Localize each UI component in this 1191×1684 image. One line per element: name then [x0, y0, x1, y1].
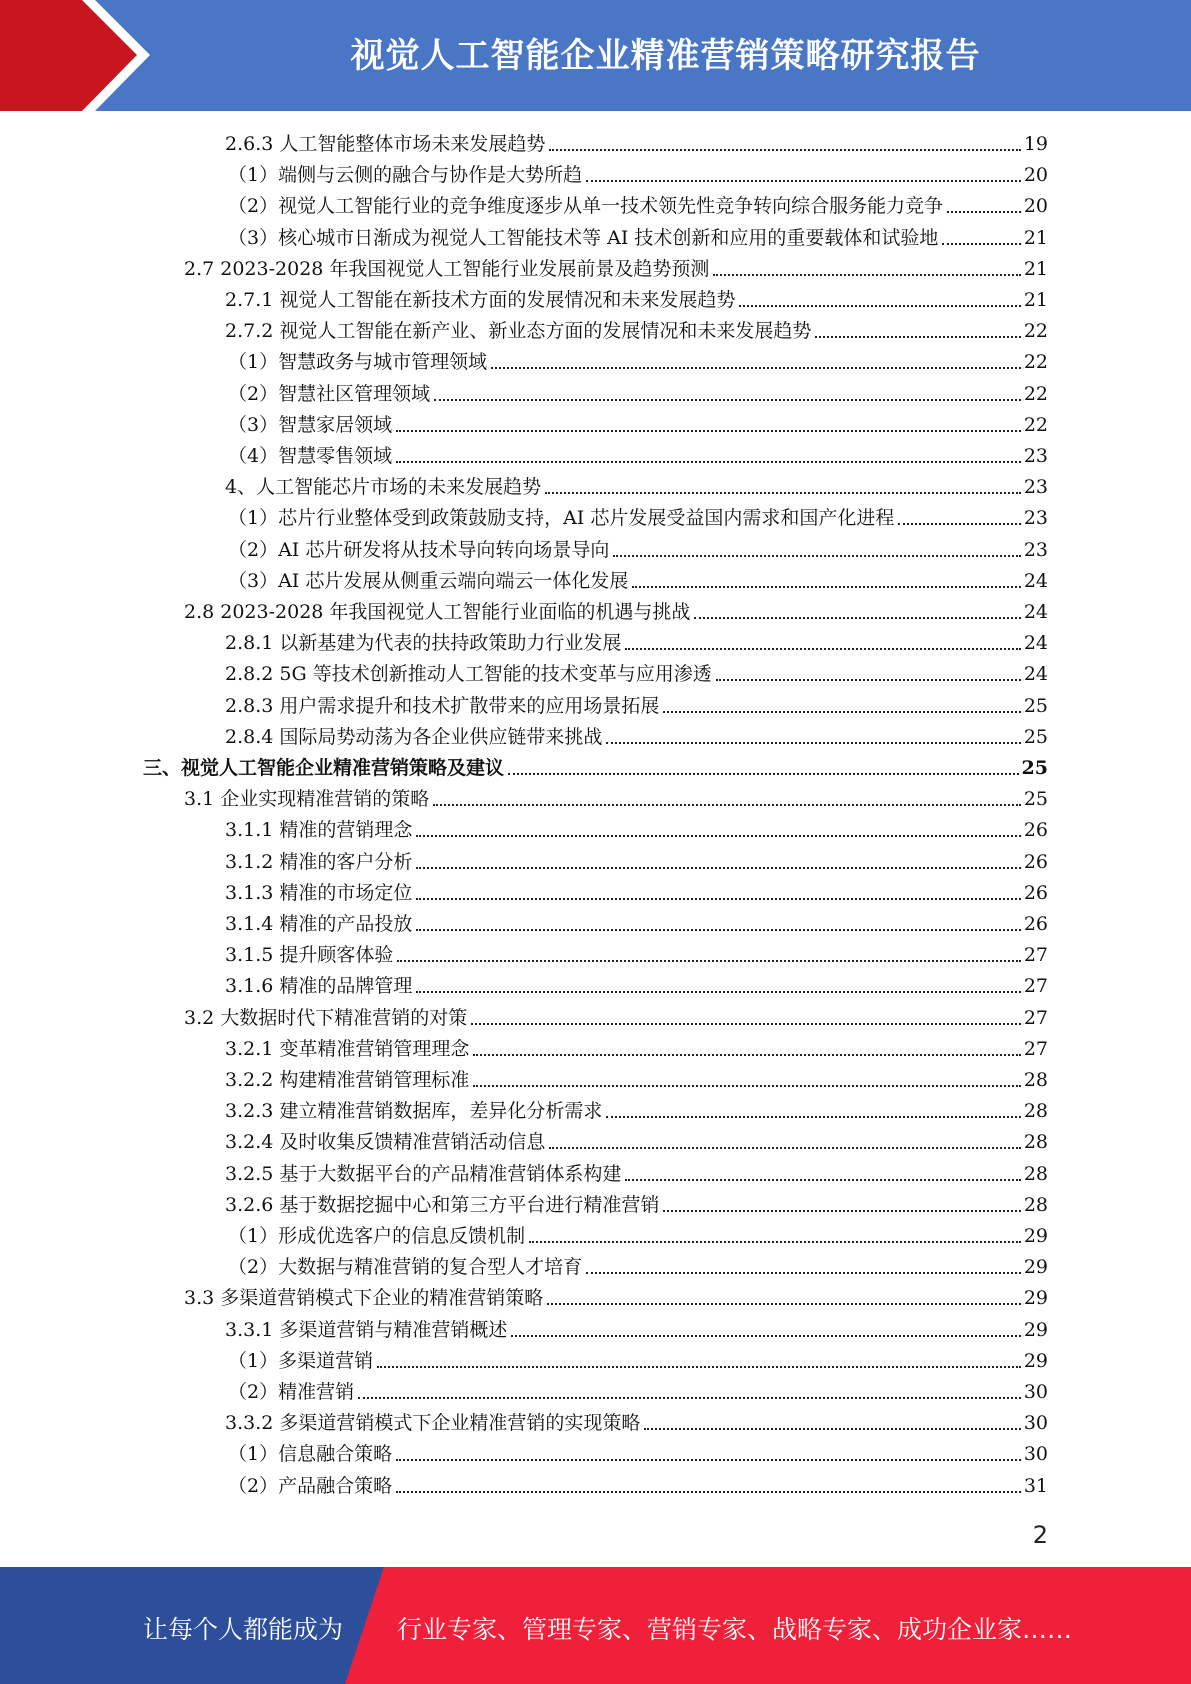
toc-entry-page: 29: [1023, 1256, 1048, 1279]
toc-dot-leader: [586, 180, 1021, 182]
toc-entry-page: 25: [1023, 788, 1048, 811]
toc-entry-page: 28: [1023, 1100, 1048, 1123]
toc-entry-label: 2.8 2023-2028 年我国视觉人工智能行业面临的机遇与挑战: [184, 601, 691, 623]
toc-entry-label: 3.2.3 建立精准营销数据库，差异化分析需求: [225, 1100, 603, 1123]
toc-dot-leader: [625, 1179, 1020, 1181]
toc-entry-label: 2.8.1 以新基建为代表的扶持政策助力行业发展: [225, 632, 622, 655]
toc-dot-leader: [396, 1491, 1021, 1493]
toc-dot-leader: [545, 492, 1021, 494]
toc-entry[interactable]: [228, 1436, 1048, 1467]
toc-entry[interactable]: [228, 438, 1048, 469]
toc-entry-label: （1）形成优选客户的信息反馈机制: [228, 1225, 526, 1247]
toc-entry[interactable]: [225, 625, 1048, 656]
toc-entry-page: 25: [1023, 694, 1048, 717]
page-number: 2: [1032, 1521, 1048, 1549]
toc-dot-leader: [433, 804, 1021, 806]
toc-entry-label: 3.3 多渠道营销模式下企业的精准营销策略: [184, 1287, 544, 1310]
toc-entry[interactable]: [228, 376, 1048, 407]
toc-entry-label: 2.6.3 人工智能整体市场未来发展趋势: [225, 133, 546, 155]
toc-entry[interactable]: [228, 500, 1048, 531]
toc-dot-leader: [416, 898, 1020, 900]
toc-entry-label: （2）视觉人工智能行业的竞争维度逐步从单一技术领先性竞争转向综合服务能力竞争: [228, 195, 944, 218]
toc-entry[interactable]: [225, 1187, 1048, 1218]
toc-entry[interactable]: [225, 937, 1048, 968]
toc-entry-page: 29: [1023, 1349, 1048, 1372]
toc-entry[interactable]: [225, 1093, 1048, 1124]
toc-entry-label: （2）产品融合策略: [228, 1474, 393, 1497]
toc-entry-label: 3.1.5 提升顾客体验: [225, 944, 394, 967]
toc-entry-label: 3.1.3 精准的市场定位: [225, 881, 413, 904]
toc-dot-leader: [416, 867, 1020, 869]
toc-dot-leader: [529, 1241, 1021, 1243]
toc-dot-leader: [396, 1459, 1021, 1461]
toc-entry-page: 29: [1023, 1318, 1048, 1341]
toc-entry-page: 28: [1023, 1069, 1048, 1091]
toc-entry-page: 26: [1023, 913, 1048, 935]
toc-dot-leader: [947, 211, 1021, 213]
toc-entry-label: 三、视觉人工智能企业精准营销策略及建议: [143, 757, 505, 779]
toc-dot-leader: [549, 149, 1020, 151]
toc-dot-leader: [606, 1116, 1020, 1118]
toc-dot-leader: [547, 1303, 1021, 1305]
toc-entry[interactable]: [225, 844, 1048, 875]
toc-entry-label: （3）AI 芯片发展从侧重云端向端云一体化发展: [228, 569, 629, 592]
toc-entry[interactable]: [225, 688, 1048, 719]
toc-entry[interactable]: [228, 1249, 1048, 1280]
toc-entry-page: 28: [1023, 1162, 1048, 1185]
toc-dot-leader: [358, 1397, 1021, 1399]
toc-entry-page: 21: [1023, 226, 1048, 249]
toc-entry-page: 26: [1023, 850, 1048, 873]
toc-entry-label: （2）精准营销: [228, 1381, 355, 1403]
toc-dot-leader: [416, 929, 1020, 931]
toc-entry[interactable]: [184, 251, 1048, 282]
toc-entry-page: 23: [1023, 538, 1048, 561]
toc-entry-label: 2.8.4 国际局势动荡为各企业供应链带来挑战: [225, 725, 603, 748]
toc-dot-leader: [625, 648, 1020, 650]
toc-entry-page: 24: [1023, 632, 1048, 655]
toc-entry-page: 28: [1023, 1131, 1048, 1154]
toc-entry[interactable]: [225, 812, 1048, 843]
toc-entry-page: 26: [1023, 819, 1048, 842]
toc-entry-page: 29: [1023, 1287, 1048, 1310]
toc-entry[interactable]: [225, 313, 1048, 344]
toc-entry[interactable]: [228, 1343, 1048, 1374]
toc-entry-label: （1）端侧与云侧的融合与协作是大势所趋: [228, 164, 583, 187]
toc-entry-label: 2.7.2 视觉人工智能在新产业、新业态方面的发展情况和未来发展趋势: [225, 320, 812, 343]
toc-entry-label: （4）智慧零售领域: [228, 445, 393, 467]
toc-entry-label: （2）智慧社区管理领域: [228, 382, 431, 405]
toc-entry[interactable]: [143, 750, 1048, 781]
toc-entry[interactable]: [228, 1468, 1048, 1499]
toc-dot-leader: [713, 274, 1020, 276]
toc-entry-page: 20: [1023, 164, 1048, 187]
toc-entry[interactable]: [225, 906, 1048, 937]
toc-entry-page: 22: [1023, 320, 1048, 343]
toc-entry-label: （2）AI 芯片研发将从技术导向转向场景导向: [228, 538, 610, 561]
toc-entry[interactable]: [228, 532, 1048, 563]
toc-entry-page: 21: [1023, 289, 1048, 311]
toc-dot-leader: [473, 1085, 1020, 1087]
toc-dot-leader: [377, 1366, 1021, 1368]
toc-entry-page: 23: [1023, 445, 1048, 467]
toc-entry-label: 3.2.5 基于大数据平台的产品精准营销体系构建: [225, 1162, 622, 1185]
toc-dot-leader: [663, 1210, 1020, 1212]
toc-entry-label: 2.7 2023-2028 年我国视觉人工智能行业发展前景及趋势预测: [184, 257, 710, 280]
toc-entry-label: 3.2.6 基于数据挖掘中心和第三方平台进行精准营销: [225, 1193, 660, 1216]
toc-dot-leader: [434, 399, 1021, 401]
toc-entry-label: 3.3.2 多渠道营销模式下企业精准营销的实现策略: [225, 1412, 641, 1435]
toc-entry[interactable]: [225, 1124, 1048, 1155]
toc-entry[interactable]: [225, 656, 1048, 687]
toc-entry-label: 3.1.1 精准的营销理念: [225, 819, 413, 842]
toc-dot-leader: [471, 1023, 1021, 1025]
toc-dot-leader: [739, 305, 1020, 307]
toc-entry[interactable]: [225, 875, 1048, 906]
toc-entry-label: 3.2 大数据时代下精准营销的对策: [184, 1006, 468, 1029]
toc-dot-leader: [416, 991, 1020, 993]
toc-dot-leader: [473, 1054, 1020, 1056]
toc-entry-page: 22: [1023, 413, 1048, 436]
toc-entry-label: （3）核心城市日渐成为视觉人工智能技术等 AI 技术创新和应用的重要载体和试验地: [228, 226, 939, 249]
toc-entry[interactable]: [225, 1031, 1048, 1062]
toc-entry-page: 20: [1023, 195, 1048, 218]
toc-entry-page: 22: [1023, 382, 1048, 405]
toc-entry[interactable]: [225, 1312, 1048, 1343]
toc-entry-page: 21: [1023, 257, 1048, 280]
toc-dot-leader: [716, 679, 1021, 681]
toc-entry-label: （1）芯片行业整体受到政策鼓励支持，AI 芯片发展受益国内需求和国产化进程: [228, 507, 895, 530]
toc-entry-label: （3）智慧家居领域: [228, 413, 393, 436]
toc-entry-page: 24: [1023, 663, 1048, 686]
toc-entry-page: 25: [1021, 757, 1048, 779]
toc-entry-label: 3.2.4 及时收集反馈精准营销活动信息: [225, 1131, 546, 1154]
toc-entry-page: 30: [1023, 1412, 1048, 1435]
toc-entry-page: 23: [1023, 507, 1048, 530]
toc-entry-label: （1）多渠道营销: [228, 1349, 374, 1372]
toc-entry-page: 27: [1023, 1006, 1048, 1029]
toc-entry-label: 3.3.1 多渠道营销与精准营销概述: [225, 1318, 508, 1341]
toc-dot-leader: [606, 742, 1020, 744]
toc-entry[interactable]: [228, 407, 1048, 438]
toc-dot-leader: [586, 1272, 1021, 1274]
toc-dot-leader: [613, 555, 1020, 557]
footer-banner: [0, 1567, 1191, 1684]
toc-dot-leader: [416, 835, 1020, 837]
toc-dot-leader: [491, 367, 1021, 369]
toc-entry[interactable]: [225, 719, 1048, 750]
toc-entry-page: 22: [1023, 351, 1048, 374]
toc-entry-page: 30: [1023, 1443, 1048, 1466]
toc-entry[interactable]: [228, 220, 1048, 251]
header-banner: [0, 0, 1191, 111]
toc-dot-leader: [815, 336, 1020, 338]
toc-dot-leader: [396, 430, 1021, 432]
toc-dot-leader: [644, 1428, 1020, 1430]
toc-entry-label: 3.2.1 变革精准营销管理理念: [225, 1037, 470, 1060]
toc-entry-label: 2.7.1 视觉人工智能在新技术方面的发展情况和未来发展趋势: [225, 289, 736, 311]
toc-entry-label: 3.1 企业实现精准营销的策略: [184, 788, 430, 811]
toc-entry-page: 27: [1023, 1037, 1048, 1060]
toc-entry[interactable]: [184, 594, 1048, 625]
toc-dot-leader: [511, 1335, 1020, 1337]
toc-entry[interactable]: [225, 1405, 1048, 1436]
toc-entry[interactable]: [225, 1062, 1048, 1093]
toc-dot-leader: [694, 617, 1020, 619]
toc-dot-leader: [397, 960, 1020, 962]
toc-dot-leader: [632, 586, 1020, 588]
toc-entry-label: 3.2.2 构建精准营销管理标准: [225, 1069, 470, 1091]
toc-entry[interactable]: [184, 1000, 1048, 1031]
toc-entry[interactable]: [225, 282, 1048, 313]
toc-entry[interactable]: [184, 781, 1048, 812]
toc-entry[interactable]: [184, 1280, 1048, 1311]
toc-entry[interactable]: [228, 188, 1048, 219]
toc-entry-label: 4、人工智能芯片市场的未来发展趋势: [225, 476, 542, 499]
toc-entry[interactable]: [225, 968, 1048, 999]
toc-entry-label: （2）大数据与精准营销的复合型人才培育: [228, 1256, 583, 1279]
toc-dot-leader: [396, 461, 1021, 463]
toc-entry[interactable]: [228, 1374, 1048, 1405]
toc-entry-page: 27: [1023, 944, 1048, 967]
toc-entry-page: 27: [1023, 975, 1048, 998]
footer-slogan-left: 让每个人都能成为: [143, 1615, 344, 1644]
toc-entry-label: 3.1.2 精准的客户分析: [225, 850, 413, 873]
toc-entry-page: 23: [1023, 476, 1048, 499]
toc-entry-page: 24: [1023, 601, 1048, 623]
toc-entry[interactable]: [228, 157, 1048, 188]
toc-entry[interactable]: [228, 344, 1048, 375]
toc-entry-label: （1）信息融合策略: [228, 1443, 393, 1466]
footer-slogan-right: 行业专家、管理专家、营销专家、战略专家、成功企业家……: [397, 1615, 1073, 1644]
toc-entry[interactable]: [225, 126, 1048, 157]
toc-entry[interactable]: [228, 563, 1048, 594]
toc-entry-page: 19: [1023, 133, 1048, 155]
toc-entry[interactable]: [225, 1156, 1048, 1187]
toc-entry-page: 28: [1023, 1193, 1048, 1216]
toc-entry-page: 26: [1023, 881, 1048, 904]
toc-dot-leader: [508, 773, 1019, 775]
toc-entry-label: （1）智慧政务与城市管理领域: [228, 351, 488, 374]
toc-entry-page: 30: [1023, 1381, 1048, 1403]
toc-entry-page: 25: [1023, 725, 1048, 748]
toc-dot-leader: [663, 711, 1020, 713]
toc-entry[interactable]: [228, 1218, 1048, 1249]
toc-entry-label: 3.1.6 精准的品牌管理: [225, 975, 413, 998]
toc-entry-page: 24: [1023, 569, 1048, 592]
document-title: 视觉人工智能企业精准营销策略研究报告: [350, 36, 981, 76]
toc-entry-label: 2.8.3 用户需求提升和技术扩散带来的应用场景拓展: [225, 694, 660, 717]
toc-entry-page: 29: [1023, 1225, 1048, 1247]
toc-entry[interactable]: [225, 469, 1048, 500]
toc-entry-page: 31: [1023, 1474, 1048, 1497]
toc-entry-label: 2.8.2 5G 等技术创新推动人工智能的技术变革与应用渗透: [225, 663, 712, 686]
toc-dot-leader: [942, 243, 1020, 245]
toc-dot-leader: [898, 523, 1020, 525]
toc-dot-leader: [549, 1147, 1020, 1149]
toc-entry-label: 3.1.4 精准的产品投放: [225, 913, 413, 935]
